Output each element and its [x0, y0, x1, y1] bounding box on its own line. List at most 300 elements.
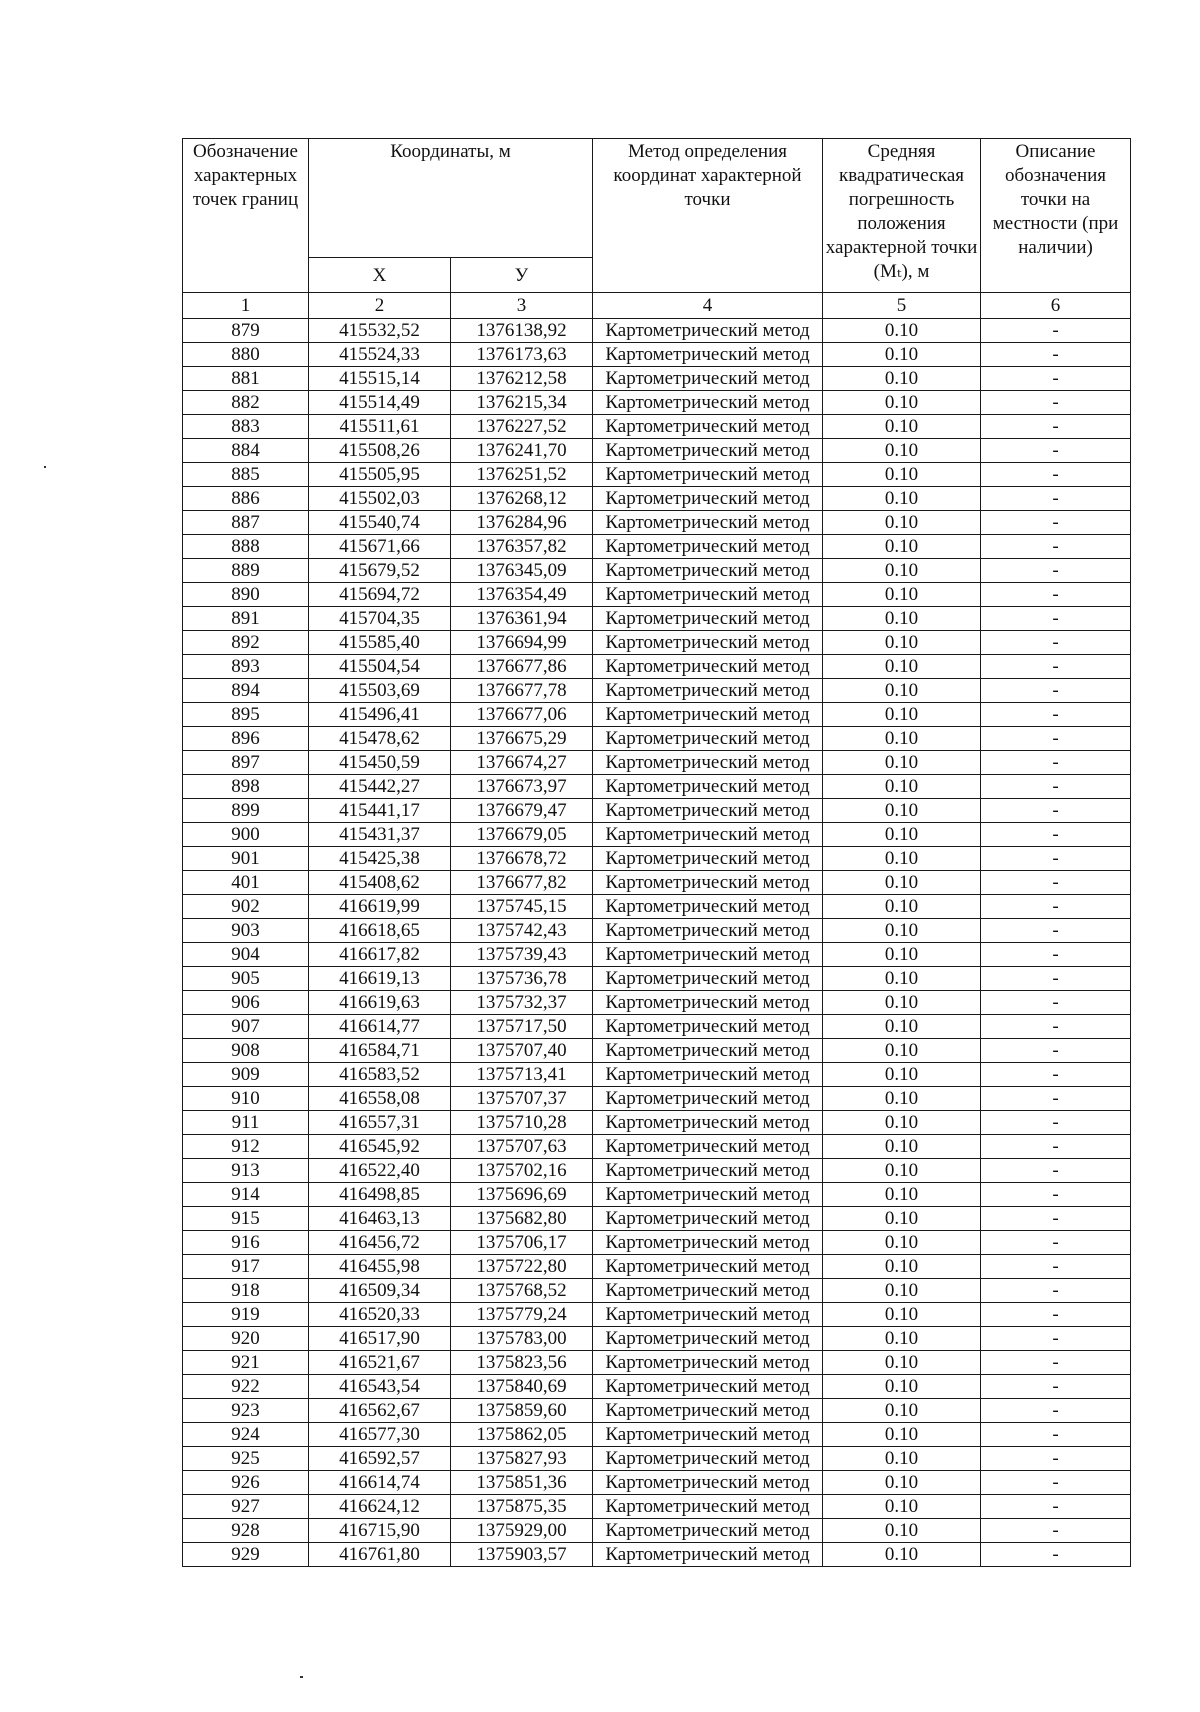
y-coordinate-cell: 1376677,78: [451, 679, 593, 703]
table-row: [183, 895, 1131, 919]
x-coordinate-cell: 415515,14: [309, 367, 451, 391]
point-id-cell: 918: [183, 1279, 309, 1303]
header-x: X: [309, 258, 451, 293]
description-cell: -: [981, 679, 1131, 703]
column-number: 6: [981, 293, 1131, 319]
y-coordinate-cell: 1376138,92: [451, 319, 593, 343]
description-cell: -: [981, 559, 1131, 583]
x-coordinate-cell: 416761,80: [309, 1543, 451, 1567]
x-coordinate-cell: 415671,66: [309, 535, 451, 559]
error-cell: 0.10: [823, 1111, 981, 1135]
description-cell: -: [981, 487, 1131, 511]
description-cell: -: [981, 415, 1131, 439]
table-row: [183, 967, 1131, 991]
error-cell: 0.10: [823, 1255, 981, 1279]
table-row: [183, 1063, 1131, 1087]
error-cell: 0.10: [823, 727, 981, 751]
error-cell: 0.10: [823, 1183, 981, 1207]
method-cell: Картометрический метод: [593, 799, 823, 823]
x-coordinate-cell: 416624,12: [309, 1495, 451, 1519]
point-id-cell: 923: [183, 1399, 309, 1423]
table-row: [183, 343, 1131, 367]
point-id-cell: 893: [183, 655, 309, 679]
method-cell: Картометрический метод: [593, 1279, 823, 1303]
point-id-cell: 910: [183, 1087, 309, 1111]
method-cell: Картометрический метод: [593, 1351, 823, 1375]
table-row: [183, 727, 1131, 751]
method-cell: Картометрический метод: [593, 847, 823, 871]
y-coordinate-cell: 1375713,41: [451, 1063, 593, 1087]
y-coordinate-cell: 1375929,00: [451, 1519, 593, 1543]
method-cell: Картометрический метод: [593, 1015, 823, 1039]
description-cell: -: [981, 1471, 1131, 1495]
error-cell: 0.10: [823, 703, 981, 727]
description-cell: -: [981, 1207, 1131, 1231]
method-cell: Картометрический метод: [593, 943, 823, 967]
x-coordinate-cell: 415704,35: [309, 607, 451, 631]
y-coordinate-cell: 1376215,34: [451, 391, 593, 415]
error-cell: 0.10: [823, 895, 981, 919]
table-row: [183, 319, 1131, 343]
method-cell: Картометрический метод: [593, 679, 823, 703]
y-coordinate-cell: 1376268,12: [451, 487, 593, 511]
y-coordinate-cell: 1376677,06: [451, 703, 593, 727]
description-cell: -: [981, 895, 1131, 919]
table-row: [183, 367, 1131, 391]
x-coordinate-cell: 416577,30: [309, 1423, 451, 1447]
point-id-cell: 894: [183, 679, 309, 703]
x-coordinate-cell: 415679,52: [309, 559, 451, 583]
error-cell: 0.10: [823, 1303, 981, 1327]
point-id-cell: 883: [183, 415, 309, 439]
description-cell: -: [981, 1303, 1131, 1327]
x-coordinate-cell: 416715,90: [309, 1519, 451, 1543]
point-id-cell: 881: [183, 367, 309, 391]
point-id-cell: 907: [183, 1015, 309, 1039]
point-id-cell: 919: [183, 1303, 309, 1327]
table-row: [183, 487, 1131, 511]
table-row: [183, 415, 1131, 439]
method-cell: Картометрический метод: [593, 535, 823, 559]
error-cell: 0.10: [823, 1543, 981, 1567]
y-coordinate-cell: 1375742,43: [451, 919, 593, 943]
y-coordinate-cell: 1375710,28: [451, 1111, 593, 1135]
y-coordinate-cell: 1375702,16: [451, 1159, 593, 1183]
method-cell: Картометрический метод: [593, 1255, 823, 1279]
description-cell: -: [981, 1015, 1131, 1039]
y-coordinate-cell: 1376357,82: [451, 535, 593, 559]
method-cell: Картометрический метод: [593, 1423, 823, 1447]
error-cell: 0.10: [823, 871, 981, 895]
method-cell: Картометрический метод: [593, 727, 823, 751]
y-coordinate-cell: 1375739,43: [451, 943, 593, 967]
x-coordinate-cell: 415540,74: [309, 511, 451, 535]
error-cell: 0.10: [823, 1039, 981, 1063]
description-cell: -: [981, 463, 1131, 487]
point-id-cell: 903: [183, 919, 309, 943]
error-cell: 0.10: [823, 655, 981, 679]
method-cell: Картометрический метод: [593, 415, 823, 439]
error-cell: 0.10: [823, 607, 981, 631]
table-row: [183, 535, 1131, 559]
header-description: Описание обозначения точки на местности (при наличии): [981, 139, 1131, 293]
error-cell: 0.10: [823, 343, 981, 367]
description-cell: -: [981, 871, 1131, 895]
point-id-cell: 905: [183, 967, 309, 991]
table-row: [183, 847, 1131, 871]
table-row: [183, 1135, 1131, 1159]
table-row: [183, 679, 1131, 703]
y-coordinate-cell: 1375823,56: [451, 1351, 593, 1375]
y-coordinate-cell: 1376679,05: [451, 823, 593, 847]
description-cell: -: [981, 919, 1131, 943]
method-cell: Картометрический метод: [593, 1087, 823, 1111]
method-cell: Картометрический метод: [593, 367, 823, 391]
table-row: [183, 1207, 1131, 1231]
point-id-cell: 925: [183, 1447, 309, 1471]
table-header: [183, 139, 1131, 293]
description-cell: -: [981, 607, 1131, 631]
error-cell: 0.10: [823, 943, 981, 967]
error-cell: 0.10: [823, 847, 981, 871]
description-cell: -: [981, 367, 1131, 391]
error-cell: 0.10: [823, 1279, 981, 1303]
table-row: [183, 823, 1131, 847]
table-row: [183, 1255, 1131, 1279]
table-row: [183, 991, 1131, 1015]
y-coordinate-cell: 1375707,40: [451, 1039, 593, 1063]
y-coordinate-cell: 1375779,24: [451, 1303, 593, 1327]
column-number: 1: [183, 293, 309, 319]
y-coordinate-cell: 1375840,69: [451, 1375, 593, 1399]
point-id-cell: 916: [183, 1231, 309, 1255]
description-cell: -: [981, 1375, 1131, 1399]
method-cell: Картометрический метод: [593, 319, 823, 343]
table-row: [183, 583, 1131, 607]
point-id-cell: 889: [183, 559, 309, 583]
point-id-cell: 904: [183, 943, 309, 967]
x-coordinate-cell: 415442,27: [309, 775, 451, 799]
table-row: [183, 1183, 1131, 1207]
method-cell: Картометрический метод: [593, 919, 823, 943]
method-cell: Картометрический метод: [593, 1447, 823, 1471]
x-coordinate-cell: 416545,92: [309, 1135, 451, 1159]
description-cell: -: [981, 583, 1131, 607]
x-coordinate-cell: 415514,49: [309, 391, 451, 415]
table-row: [183, 1447, 1131, 1471]
table-row: [183, 1159, 1131, 1183]
method-cell: Картометрический метод: [593, 559, 823, 583]
header-mean-square-error: Средняя квадратическая погрешность положения характерной точки (Mₜ), м: [823, 139, 981, 293]
y-coordinate-cell: 1376173,63: [451, 343, 593, 367]
error-cell: 0.10: [823, 679, 981, 703]
y-coordinate-cell: 1375851,36: [451, 1471, 593, 1495]
y-coordinate-cell: 1375903,57: [451, 1543, 593, 1567]
error-cell: 0.10: [823, 1087, 981, 1111]
method-cell: Картометрический метод: [593, 1399, 823, 1423]
point-id-cell: 913: [183, 1159, 309, 1183]
point-id-cell: 911: [183, 1111, 309, 1135]
method-cell: Картометрический метод: [593, 991, 823, 1015]
x-coordinate-cell: 416558,08: [309, 1087, 451, 1111]
table-row: [183, 1375, 1131, 1399]
method-cell: Картометрический метод: [593, 895, 823, 919]
y-coordinate-cell: 1376241,70: [451, 439, 593, 463]
method-cell: Картометрический метод: [593, 871, 823, 895]
error-cell: 0.10: [823, 1351, 981, 1375]
point-id-cell: 901: [183, 847, 309, 871]
y-coordinate-cell: 1375783,00: [451, 1327, 593, 1351]
table-row: [183, 703, 1131, 727]
x-coordinate-cell: 416521,67: [309, 1351, 451, 1375]
x-coordinate-cell: 415508,26: [309, 439, 451, 463]
y-coordinate-cell: 1375768,52: [451, 1279, 593, 1303]
point-id-cell: 895: [183, 703, 309, 727]
description-cell: -: [981, 991, 1131, 1015]
table-row: [183, 1039, 1131, 1063]
error-cell: 0.10: [823, 1135, 981, 1159]
description-cell: -: [981, 943, 1131, 967]
error-cell: 0.10: [823, 1423, 981, 1447]
description-cell: -: [981, 1183, 1131, 1207]
method-cell: Картометрический метод: [593, 1111, 823, 1135]
point-id-cell: 908: [183, 1039, 309, 1063]
description-cell: -: [981, 727, 1131, 751]
y-coordinate-cell: 1375707,63: [451, 1135, 593, 1159]
method-cell: Картометрический метод: [593, 631, 823, 655]
description-cell: -: [981, 631, 1131, 655]
column-number: 3: [451, 293, 593, 319]
method-cell: Картометрический метод: [593, 1471, 823, 1495]
y-coordinate-cell: 1376251,52: [451, 463, 593, 487]
scan-speck: [300, 1676, 303, 1678]
x-coordinate-cell: 415441,17: [309, 799, 451, 823]
error-cell: 0.10: [823, 1471, 981, 1495]
error-cell: 0.10: [823, 1495, 981, 1519]
description-cell: -: [981, 1543, 1131, 1567]
method-cell: Картометрический метод: [593, 1327, 823, 1351]
description-cell: -: [981, 1231, 1131, 1255]
x-coordinate-cell: 416463,13: [309, 1207, 451, 1231]
point-id-cell: 886: [183, 487, 309, 511]
point-id-cell: 902: [183, 895, 309, 919]
method-cell: Картометрический метод: [593, 1207, 823, 1231]
y-coordinate-cell: 1376677,82: [451, 871, 593, 895]
x-coordinate-cell: 415425,38: [309, 847, 451, 871]
method-cell: Картометрический метод: [593, 703, 823, 727]
error-cell: 0.10: [823, 1231, 981, 1255]
table-row: [183, 1327, 1131, 1351]
header-method: Метод определения координат характерной точки: [593, 139, 823, 293]
point-id-cell: 892: [183, 631, 309, 655]
point-id-cell: 924: [183, 1423, 309, 1447]
point-id-cell: 884: [183, 439, 309, 463]
x-coordinate-cell: 416583,52: [309, 1063, 451, 1087]
description-cell: -: [981, 1255, 1131, 1279]
table-row: [183, 1303, 1131, 1327]
error-cell: 0.10: [823, 823, 981, 847]
y-coordinate-cell: 1376673,97: [451, 775, 593, 799]
x-coordinate-cell: 415505,95: [309, 463, 451, 487]
point-id-cell: 922: [183, 1375, 309, 1399]
method-cell: Картометрический метод: [593, 775, 823, 799]
x-coordinate-cell: 415496,41: [309, 703, 451, 727]
y-coordinate-cell: 1376212,58: [451, 367, 593, 391]
y-coordinate-cell: 1375707,37: [451, 1087, 593, 1111]
point-id-cell: 915: [183, 1207, 309, 1231]
description-cell: -: [981, 655, 1131, 679]
point-id-cell: 888: [183, 535, 309, 559]
description-cell: -: [981, 511, 1131, 535]
method-cell: Картометрический метод: [593, 1063, 823, 1087]
error-cell: 0.10: [823, 775, 981, 799]
y-coordinate-cell: 1376345,09: [451, 559, 593, 583]
point-id-cell: 890: [183, 583, 309, 607]
description-cell: -: [981, 847, 1131, 871]
coordinates-table: [182, 138, 1131, 1567]
y-coordinate-cell: 1375862,05: [451, 1423, 593, 1447]
description-cell: -: [981, 439, 1131, 463]
point-id-cell: 887: [183, 511, 309, 535]
y-coordinate-cell: 1375722,80: [451, 1255, 593, 1279]
x-coordinate-cell: 416455,98: [309, 1255, 451, 1279]
point-id-cell: 879: [183, 319, 309, 343]
table-row: [183, 1087, 1131, 1111]
point-id-cell: 914: [183, 1183, 309, 1207]
y-coordinate-cell: 1375875,35: [451, 1495, 593, 1519]
y-coordinate-cell: 1376694,99: [451, 631, 593, 655]
header-coordinates: Координаты, м: [309, 139, 593, 258]
table-row: [183, 1399, 1131, 1423]
x-coordinate-cell: 416614,77: [309, 1015, 451, 1039]
column-numbers-row: [183, 293, 1131, 319]
method-cell: Картометрический метод: [593, 391, 823, 415]
point-id-cell: 882: [183, 391, 309, 415]
description-cell: -: [981, 775, 1131, 799]
description-cell: -: [981, 1423, 1131, 1447]
method-cell: Картометрический метод: [593, 1519, 823, 1543]
y-coordinate-cell: 1375682,80: [451, 1207, 593, 1231]
error-cell: 0.10: [823, 991, 981, 1015]
description-cell: -: [981, 1327, 1131, 1351]
table-row: [183, 511, 1131, 535]
description-cell: -: [981, 535, 1131, 559]
point-id-cell: 896: [183, 727, 309, 751]
y-coordinate-cell: 1376677,86: [451, 655, 593, 679]
x-coordinate-cell: 415524,33: [309, 343, 451, 367]
x-coordinate-cell: 416456,72: [309, 1231, 451, 1255]
description-cell: -: [981, 1519, 1131, 1543]
y-coordinate-cell: 1376227,52: [451, 415, 593, 439]
description-cell: -: [981, 1135, 1131, 1159]
point-id-cell: 401: [183, 871, 309, 895]
x-coordinate-cell: 415503,69: [309, 679, 451, 703]
x-coordinate-cell: 416509,34: [309, 1279, 451, 1303]
x-coordinate-cell: 416619,99: [309, 895, 451, 919]
point-id-cell: 906: [183, 991, 309, 1015]
description-cell: -: [981, 799, 1131, 823]
x-coordinate-cell: 415532,52: [309, 319, 451, 343]
description-cell: -: [981, 703, 1131, 727]
table-row: [183, 559, 1131, 583]
description-cell: -: [981, 1279, 1131, 1303]
y-coordinate-cell: 1376361,94: [451, 607, 593, 631]
scan-speck: [44, 466, 46, 468]
method-cell: Картометрический метод: [593, 967, 823, 991]
table-row: [183, 1279, 1131, 1303]
description-cell: -: [981, 1399, 1131, 1423]
error-cell: 0.10: [823, 463, 981, 487]
table-row: [183, 1111, 1131, 1135]
x-coordinate-cell: 415478,62: [309, 727, 451, 751]
y-coordinate-cell: 1376678,72: [451, 847, 593, 871]
method-cell: Картометрический метод: [593, 1183, 823, 1207]
method-cell: Картометрический метод: [593, 1543, 823, 1567]
y-coordinate-cell: 1376354,49: [451, 583, 593, 607]
table-row: [183, 799, 1131, 823]
point-id-cell: 899: [183, 799, 309, 823]
table-body: [183, 293, 1131, 1567]
point-id-cell: 929: [183, 1543, 309, 1567]
error-cell: 0.10: [823, 1375, 981, 1399]
table-row: [183, 607, 1131, 631]
x-coordinate-cell: 415450,59: [309, 751, 451, 775]
error-cell: 0.10: [823, 1447, 981, 1471]
description-cell: -: [981, 1087, 1131, 1111]
table-row: [183, 391, 1131, 415]
description-cell: -: [981, 1039, 1131, 1063]
x-coordinate-cell: 416614,74: [309, 1471, 451, 1495]
table-row: [183, 1015, 1131, 1039]
point-id-cell: 928: [183, 1519, 309, 1543]
error-cell: 0.10: [823, 535, 981, 559]
description-cell: -: [981, 343, 1131, 367]
description-cell: -: [981, 1159, 1131, 1183]
method-cell: Картометрический метод: [593, 439, 823, 463]
x-coordinate-cell: 416619,13: [309, 967, 451, 991]
y-coordinate-cell: 1375827,93: [451, 1447, 593, 1471]
y-coordinate-cell: 1375732,37: [451, 991, 593, 1015]
column-number: 4: [593, 293, 823, 319]
y-coordinate-cell: 1376284,96: [451, 511, 593, 535]
x-coordinate-cell: 415431,37: [309, 823, 451, 847]
point-id-cell: 897: [183, 751, 309, 775]
x-coordinate-cell: 416584,71: [309, 1039, 451, 1063]
description-cell: -: [981, 319, 1131, 343]
method-cell: Картометрический метод: [593, 1495, 823, 1519]
y-coordinate-cell: 1375859,60: [451, 1399, 593, 1423]
x-coordinate-cell: 416618,65: [309, 919, 451, 943]
method-cell: Картометрический метод: [593, 607, 823, 631]
error-cell: 0.10: [823, 367, 981, 391]
point-id-cell: 891: [183, 607, 309, 631]
error-cell: 0.10: [823, 1519, 981, 1543]
table-row: [183, 439, 1131, 463]
method-cell: Картометрический метод: [593, 1039, 823, 1063]
table-row: [183, 871, 1131, 895]
y-coordinate-cell: 1375745,15: [451, 895, 593, 919]
table-row: [183, 1471, 1131, 1495]
point-id-cell: 917: [183, 1255, 309, 1279]
table-row: [183, 1231, 1131, 1255]
column-number: 2: [309, 293, 451, 319]
error-cell: 0.10: [823, 487, 981, 511]
x-coordinate-cell: 416617,82: [309, 943, 451, 967]
y-coordinate-cell: 1375706,17: [451, 1231, 593, 1255]
table-row: [183, 943, 1131, 967]
error-cell: 0.10: [823, 439, 981, 463]
error-cell: 0.10: [823, 1063, 981, 1087]
